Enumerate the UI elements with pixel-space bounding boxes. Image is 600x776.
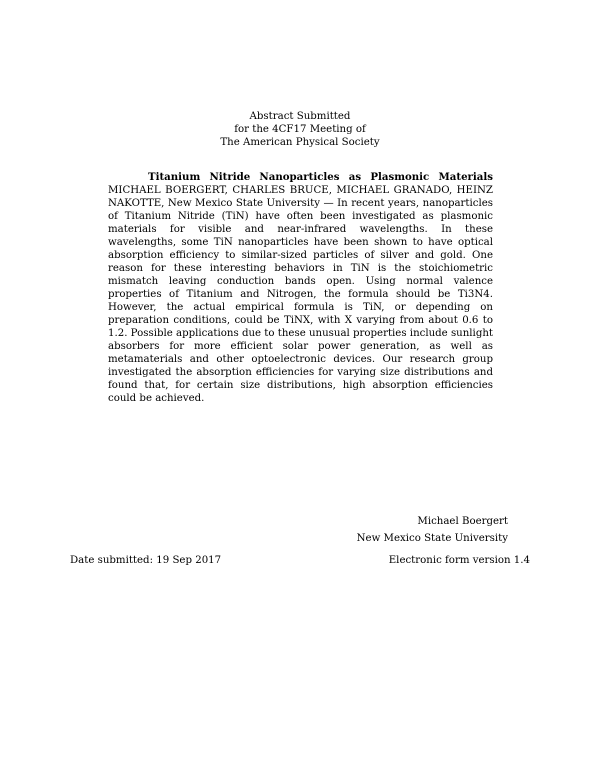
date-submitted: Date submitted: 19 Sep 2017 bbox=[70, 555, 222, 566]
signature-name: Michael Boergert bbox=[417, 516, 508, 527]
abstract-title: Titanium Nitride Nanoparticles as Plasmonic Materials bbox=[148, 171, 493, 183]
abstract-authors: MICHAEL BOERGERT, CHARLES BRUCE, MICHAEL GRANADO, HEINZ NAKOTTE, New Mexico State University bbox=[108, 185, 493, 209]
signature-block bbox=[357, 513, 508, 547]
abstract-text: In recent years, nanoparticles of Titanium Nitride (TiN) have often been investigated as plasmonic materials for visible and near-infrared wavelengths. In these wavelengths, some TiN nanoparticles have been shown to have optical absorption efficiency to similar-sized particles of silver and gold. One reason for these interesting behaviors in TiN is the stoichiometric mismatch leaving conduction bands open. Using normal valence properties of Titanium and Nitrogen, the formula should be Ti3N4. However, the actual empirical formula is TiN, or depending on preparation conditions, could be TiNX, with X varying from about 0.6 to 1.2. Possible applications due to these unusual properties include sunlight absorbers for more efficient solar power generation, as well as metamaterials and other optoelectronic devices. Our research group investigated the absorption efficiencies for varying size distributions and found that, for certain size distributions, high absorption efficiencies could be achieved. bbox=[108, 198, 493, 404]
header-line-society: The American Physical Society bbox=[220, 137, 380, 148]
abstract-body bbox=[108, 171, 493, 405]
abstract-separator: — bbox=[323, 198, 334, 209]
header-line-abstract-submitted: Abstract Submitted bbox=[249, 111, 351, 122]
form-version: Electronic form version 1.4 bbox=[388, 555, 530, 566]
signature-affiliation: New Mexico State University bbox=[356, 533, 508, 544]
header-line-meeting: for the 4CF17 Meeting of bbox=[234, 124, 366, 135]
submission-header bbox=[0, 110, 600, 149]
